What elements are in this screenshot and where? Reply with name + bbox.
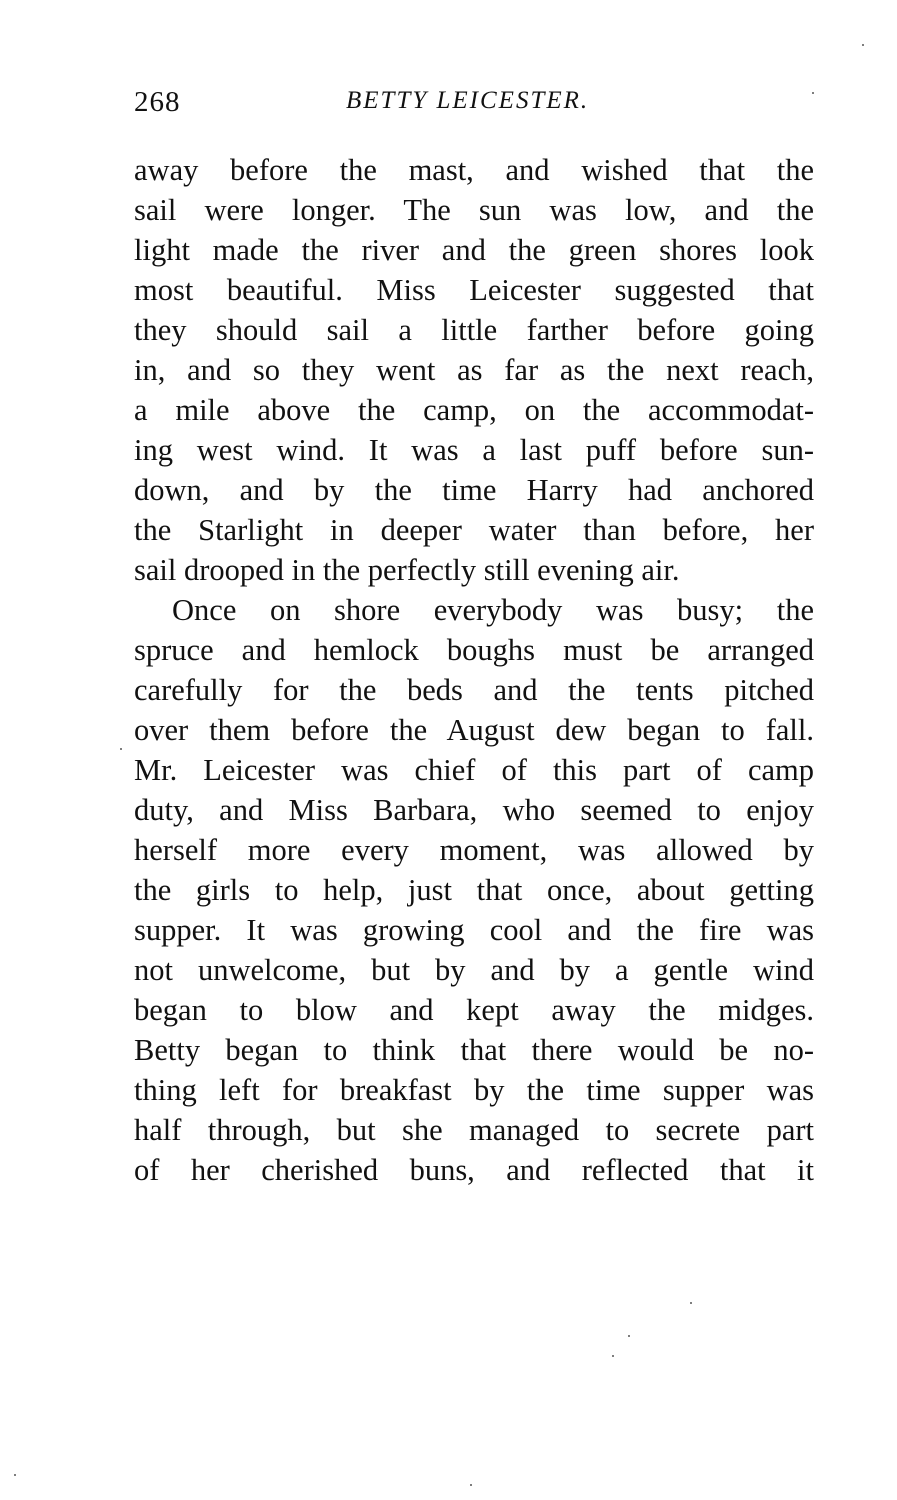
text-line: down, and by the time Harry had anchored (134, 473, 814, 507)
text-line: sail were longer. The sun was low, and the (134, 193, 814, 227)
text-line: half through, but she managed to secrete part (134, 1113, 814, 1147)
text-line: Mr. Leicester was chief of this part of camp (134, 753, 814, 787)
text-line: spruce and hemlock boughs must be arranged (134, 633, 814, 667)
scan-speck (120, 748, 122, 750)
scan-speck (812, 92, 814, 94)
scan-speck (628, 1335, 630, 1337)
text-line: in, and so they went as far as the next reach, (134, 353, 814, 387)
text-line: carefully for the beds and the tents pitched (134, 673, 814, 707)
scan-speck (612, 1355, 614, 1357)
text-line: duty, and Miss Barbara, who seemed to enjoy (134, 793, 814, 827)
text-line: light made the river and the green shores look (134, 233, 814, 267)
text-line: most beautiful. Miss Leicester suggested that (134, 273, 814, 307)
running-title: BETTY LEICESTER. (346, 87, 590, 114)
text-line: away before the mast, and wished that the (134, 153, 814, 187)
text-line: herself more every moment, was allowed by (134, 833, 814, 867)
text-line: began to blow and kept away the midges. (134, 993, 814, 1027)
text-line: Once on shore everybody was busy; the (172, 593, 814, 627)
text-line: thing left for breakfast by the time supper was (134, 1073, 814, 1107)
scan-speck (690, 1302, 692, 1304)
scan-speck (862, 44, 864, 46)
text-line: they should sail a little farther before going (134, 313, 814, 347)
text-line: over them before the August dew began to fall. (134, 713, 814, 747)
text-line: supper. It was growing cool and the fire was (134, 913, 814, 947)
text-line: the Starlight in deeper water than before, her (134, 513, 814, 547)
text-line: the girls to help, just that once, about getting (134, 873, 814, 907)
body-text (134, 150, 814, 1190)
scan-speck (470, 1484, 472, 1486)
page-header (134, 86, 814, 126)
page-number: 268 (134, 86, 181, 118)
text-line: Betty began to think that there would be no- (134, 1033, 814, 1067)
text-line: ing west wind. It was a last puff before sun- (134, 433, 814, 467)
text-line: of her cherished buns, and reflected that it (134, 1153, 814, 1187)
text-line: not unwelcome, but by and by a gentle wind (134, 953, 814, 987)
text-line: sail drooped in the perfectly still evening air. (134, 553, 680, 587)
scan-speck (14, 1474, 16, 1476)
text-line: a mile above the camp, on the accommodat- (134, 393, 814, 427)
